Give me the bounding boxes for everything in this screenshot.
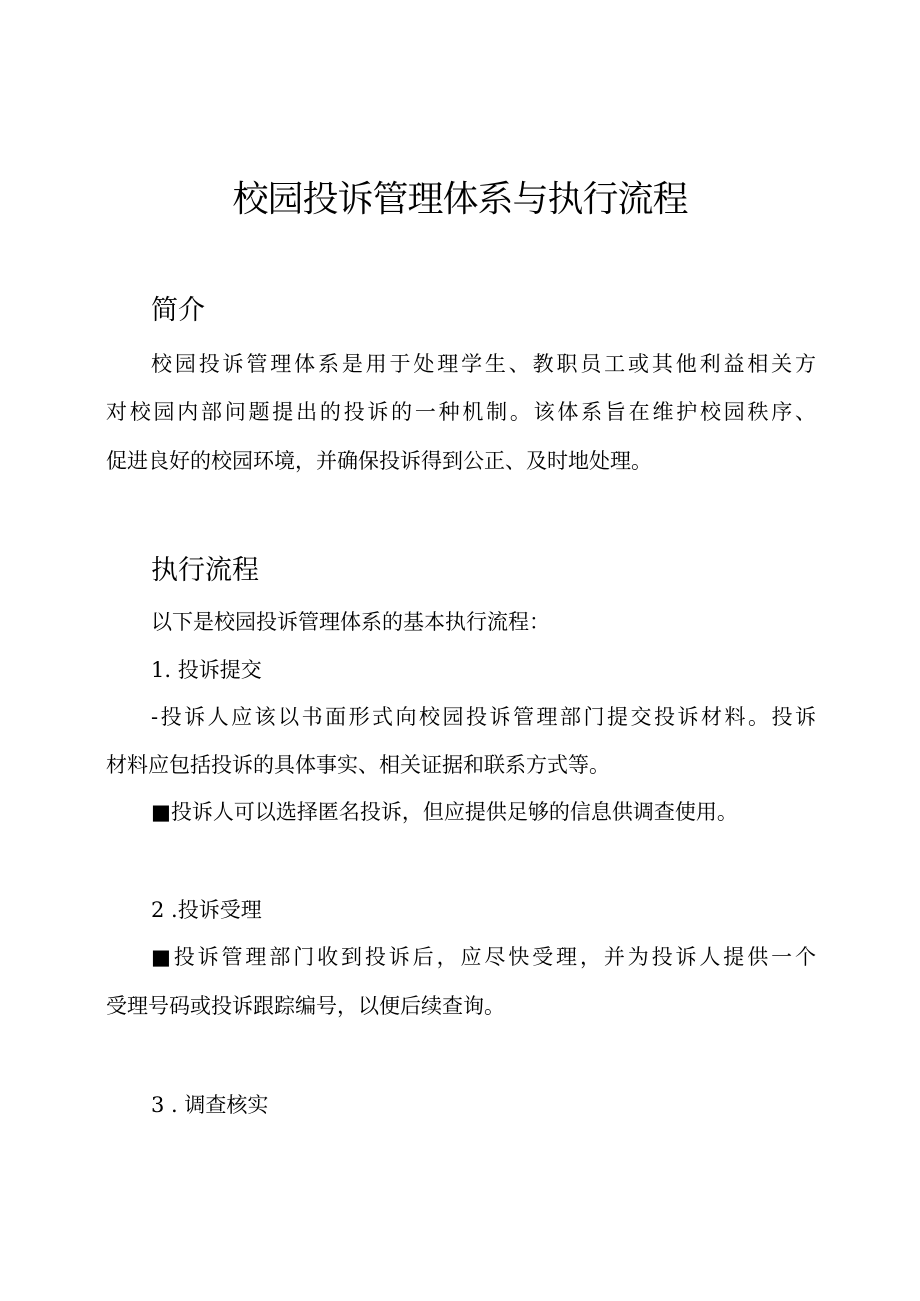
process-lead: 以下是校园投诉管理体系的基本执行流程： [151, 610, 550, 634]
intro-line-2: 对校园内部问题提出的投诉的一种机制。该体系旨在维护校园秩序、 [106, 400, 816, 424]
intro-line-1: 校园投诉管理体系是用于处理学生、教职员工或其他利益相关方 [151, 352, 816, 376]
step-3-title: 3 . 调查核实 [151, 1093, 269, 1117]
intro-line-3: 促进良好的校园环境，并确保投诉得到公正、及时地处理。 [106, 449, 652, 473]
step-1-para-1-line-1: -投诉人应该以书面形式向校园投诉管理部门提交投诉材料。投诉 [151, 705, 816, 729]
section-heading-intro: 简介 [151, 295, 205, 326]
document-title: 校园投诉管理体系与执行流程 [232, 179, 688, 220]
step-1-para-1-line-2: 材料应包括投诉的具体事实、相关证据和联系方式等。 [106, 753, 610, 777]
step-1-para-2: ■投诉人可以选择匿名投诉，但应提供足够的信息供调查使用。 [151, 800, 738, 824]
step-1-title: 1. 投诉提交 [151, 658, 262, 682]
step-2-line-2: 受理号码或投诉跟踪编号，以便后续查询。 [106, 994, 505, 1018]
section-heading-process: 执行流程 [151, 555, 259, 586]
step-2-title: 2 .投诉受理 [151, 898, 262, 922]
step-2-line-1: ■投诉管理部门收到投诉后，应尽快受理，并为投诉人提供一个 [151, 945, 816, 969]
